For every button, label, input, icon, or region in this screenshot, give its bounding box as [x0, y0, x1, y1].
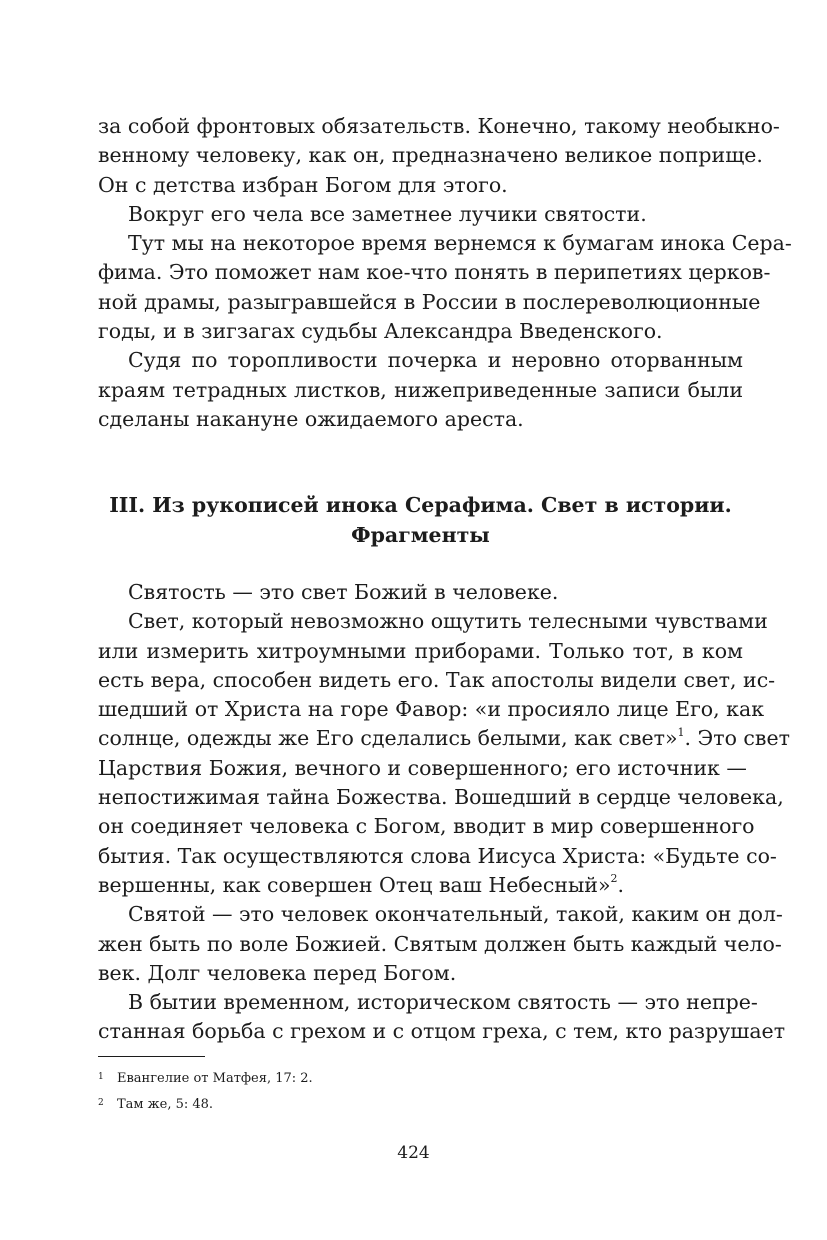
footnotes [98, 1066, 743, 1118]
text-line: Царствия Божия, вечного и совершенного; его источник — [98, 755, 747, 780]
footnote-ref-1: 1 [677, 725, 685, 739]
text-line: бытия. Так осуществляются слова Иисуса Христа: «Будьте со- [98, 843, 777, 868]
footnote-2 [98, 1092, 743, 1118]
text-line: век. Долг человека перед Богом. [98, 960, 457, 985]
text-line: Вокруг его чела все заметнее лучики святости. [128, 201, 647, 226]
text-line: непостижимая тайна Божества. Вошедший в сердце человека, [98, 785, 784, 810]
fragment-text [98, 578, 790, 1047]
text-line: ной драмы, разыгравшейся в России в послереволюционные [98, 289, 761, 314]
footnote-1 [98, 1066, 743, 1092]
text-line: Святость — это свет Божий в человеке. [128, 580, 559, 604]
section-heading-line-1: III. Из рукописей инока Серафима. Свет в истории. [109, 493, 732, 517]
text-line: В бытии временном, историческом святость — это непре- [128, 990, 758, 1015]
intro-text [98, 112, 792, 434]
footnote-text: Евангелие от Матфея, 17: 2. [117, 1071, 313, 1086]
text-line: краям тетрадных листков, нижеприведенные записи были [98, 377, 743, 402]
line-text: . [617, 872, 625, 897]
text-line: он соединяет человека с Богом, вводит в мир совершенного [98, 814, 755, 839]
text-line: Святой — это человек окончательный, такой, каким он дол- [128, 902, 783, 927]
text-line: годы, и в зигзагах судьбы Александра Введенского. [98, 319, 663, 344]
line-text: вершенны, как совершен Отец ваш Небесный» [98, 872, 611, 897]
text-line: Судя по торопливости почерка и неровно оторванным [128, 348, 743, 373]
text-line: за собой фронтовых обязательств. Конечно, такому необыкно- [98, 114, 780, 138]
text-line: станная борьба с грехом и с отцом греха, с тем, кто разрушает [98, 1019, 786, 1044]
text-line: Тут мы на некоторое время вернемся к бумагам инока Сера- [128, 231, 792, 256]
footnote-number: 1 [98, 1072, 104, 1082]
line-text: . Это свет [684, 726, 790, 751]
text-line: жен быть по воле Божией. Святым должен быть каждый чело- [98, 931, 782, 956]
text-line: фима. Это поможет нам кое-что понять в перипетиях церков- [98, 260, 771, 285]
text-line: Свет, который невозможно ощутить телесными чувствами [128, 609, 768, 634]
line-text: солнце, одежды же Его сделались белыми, как свет» [98, 726, 678, 751]
text-line: есть вера, способен видеть его. Так апостолы видели свет, ис- [98, 667, 776, 692]
footnote-number: 2 [98, 1098, 104, 1108]
text-line: или измерить хитроумными приборами. Только тот, в ком [98, 638, 743, 663]
footnote-text: Там же, 5: 48. [117, 1097, 214, 1112]
section-heading-line-2: Фрагменты [351, 523, 490, 547]
text-line: шедший от Христа на горе Фавор: «и просияло лице Его, как [98, 697, 765, 722]
footnote-divider [98, 1056, 205, 1057]
text-line [98, 724, 790, 753]
text-line: сделаны накануне ожидаемого ареста. [98, 406, 524, 431]
text-line: Он с детства избран Богом для этого. [98, 172, 508, 197]
section-heading [98, 490, 743, 550]
page-number: 424 [397, 1143, 430, 1163]
text-line: венному человеку, как он, предназначено великое поприще. [98, 143, 763, 168]
footnote-ref-2: 2 [610, 872, 618, 886]
text-line [98, 871, 743, 900]
